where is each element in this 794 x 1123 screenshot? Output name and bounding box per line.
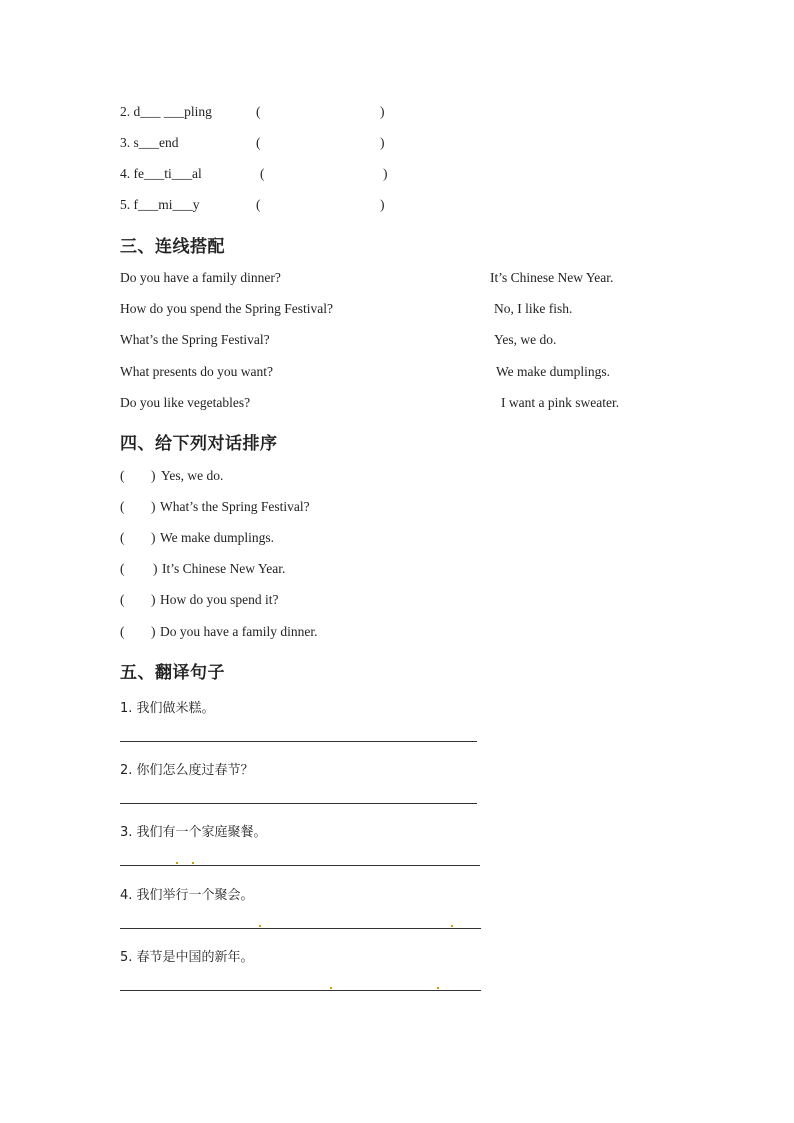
order-paren-close: )	[151, 624, 156, 639]
order-paren-open[interactable]: (	[120, 624, 125, 639]
answer-paren-open[interactable]: (	[256, 197, 261, 212]
fill-blank-item	[120, 197, 200, 213]
answer-paren-open[interactable]: (	[256, 104, 261, 119]
answer-line[interactable]	[120, 928, 481, 929]
order-paren-open[interactable]: (	[120, 468, 125, 483]
matching-question: Do you like vegetables?	[120, 395, 251, 410]
answer-paren-close: )	[383, 166, 388, 181]
answer-paren-open[interactable]: (	[256, 135, 261, 150]
order-sentence: Do you have a family dinner.	[160, 624, 318, 639]
fill-blank-item	[120, 135, 179, 151]
matching-answer: I want a pink sweater.	[501, 395, 620, 410]
section-heading-ordering: 四、给下列对话排序	[120, 434, 278, 454]
order-paren-open[interactable]: (	[120, 530, 125, 545]
order-sentence: What’s the Spring Festival?	[160, 499, 310, 514]
order-sentence: It’s Chinese New Year.	[162, 561, 286, 576]
answer-line[interactable]	[120, 741, 477, 742]
answer-line[interactable]	[120, 990, 481, 991]
matching-answer: It’s Chinese New Year.	[490, 270, 614, 285]
translation-prompt: 2. 你们怎么度过春节？	[120, 763, 254, 778]
order-paren-close: )	[153, 561, 158, 576]
order-paren-close: )	[151, 499, 156, 514]
order-paren-open[interactable]: (	[120, 499, 125, 514]
order-sentence: We make dumplings.	[160, 530, 275, 545]
matching-question: What presents do you want?	[120, 364, 273, 379]
answer-paren-open[interactable]: (	[260, 166, 265, 181]
order-paren-close: )	[151, 530, 156, 545]
fill-blank-word: 2. d___ ___pling	[120, 104, 212, 119]
order-paren-close: )	[151, 468, 156, 483]
section-heading-matching: 三、连线搭配	[120, 237, 225, 257]
order-sentence: How do you spend it?	[160, 592, 279, 607]
answer-line[interactable]	[120, 865, 480, 866]
matching-question: Do you have a family dinner?	[120, 270, 281, 285]
matching-answer: Yes, we do.	[494, 332, 557, 347]
matching-question: How do you spend the Spring Festival?	[120, 301, 333, 316]
matching-question: What’s the Spring Festival?	[120, 332, 270, 347]
fill-blank-item	[120, 104, 212, 120]
answer-line-mark	[259, 925, 261, 927]
answer-line-mark	[192, 862, 194, 864]
answer-line[interactable]	[120, 803, 477, 804]
fill-blank-word: 4. fe___ti___al	[120, 166, 202, 181]
answer-line-mark	[330, 987, 332, 989]
fill-blank-word: 3. s___end	[120, 135, 179, 150]
order-paren-open[interactable]: (	[120, 561, 125, 576]
fill-blank-word: 5. f___mi___y	[120, 197, 200, 212]
translation-prompt: 3. 我们有一个家庭聚餐。	[120, 825, 267, 840]
matching-answer: No, I like fish.	[494, 301, 573, 316]
answer-paren-close: )	[380, 104, 385, 119]
answer-paren-close: )	[380, 197, 385, 212]
matching-answer: We make dumplings.	[496, 364, 611, 379]
section-heading-translation: 五、翻译句子	[120, 663, 225, 683]
fill-blank-item	[120, 166, 202, 182]
order-paren-open[interactable]: (	[120, 592, 125, 607]
answer-line-mark	[451, 925, 453, 927]
order-sentence: Yes, we do.	[161, 468, 224, 483]
translation-prompt: 5. 春节是中国的新年。	[120, 950, 254, 965]
order-paren-close: )	[151, 592, 156, 607]
answer-paren-close: )	[380, 135, 385, 150]
translation-prompt: 1. 我们做米糕。	[120, 701, 215, 716]
answer-line-mark	[176, 862, 178, 864]
translation-prompt: 4. 我们举行一个聚会。	[120, 888, 254, 903]
answer-line-mark	[437, 987, 439, 989]
